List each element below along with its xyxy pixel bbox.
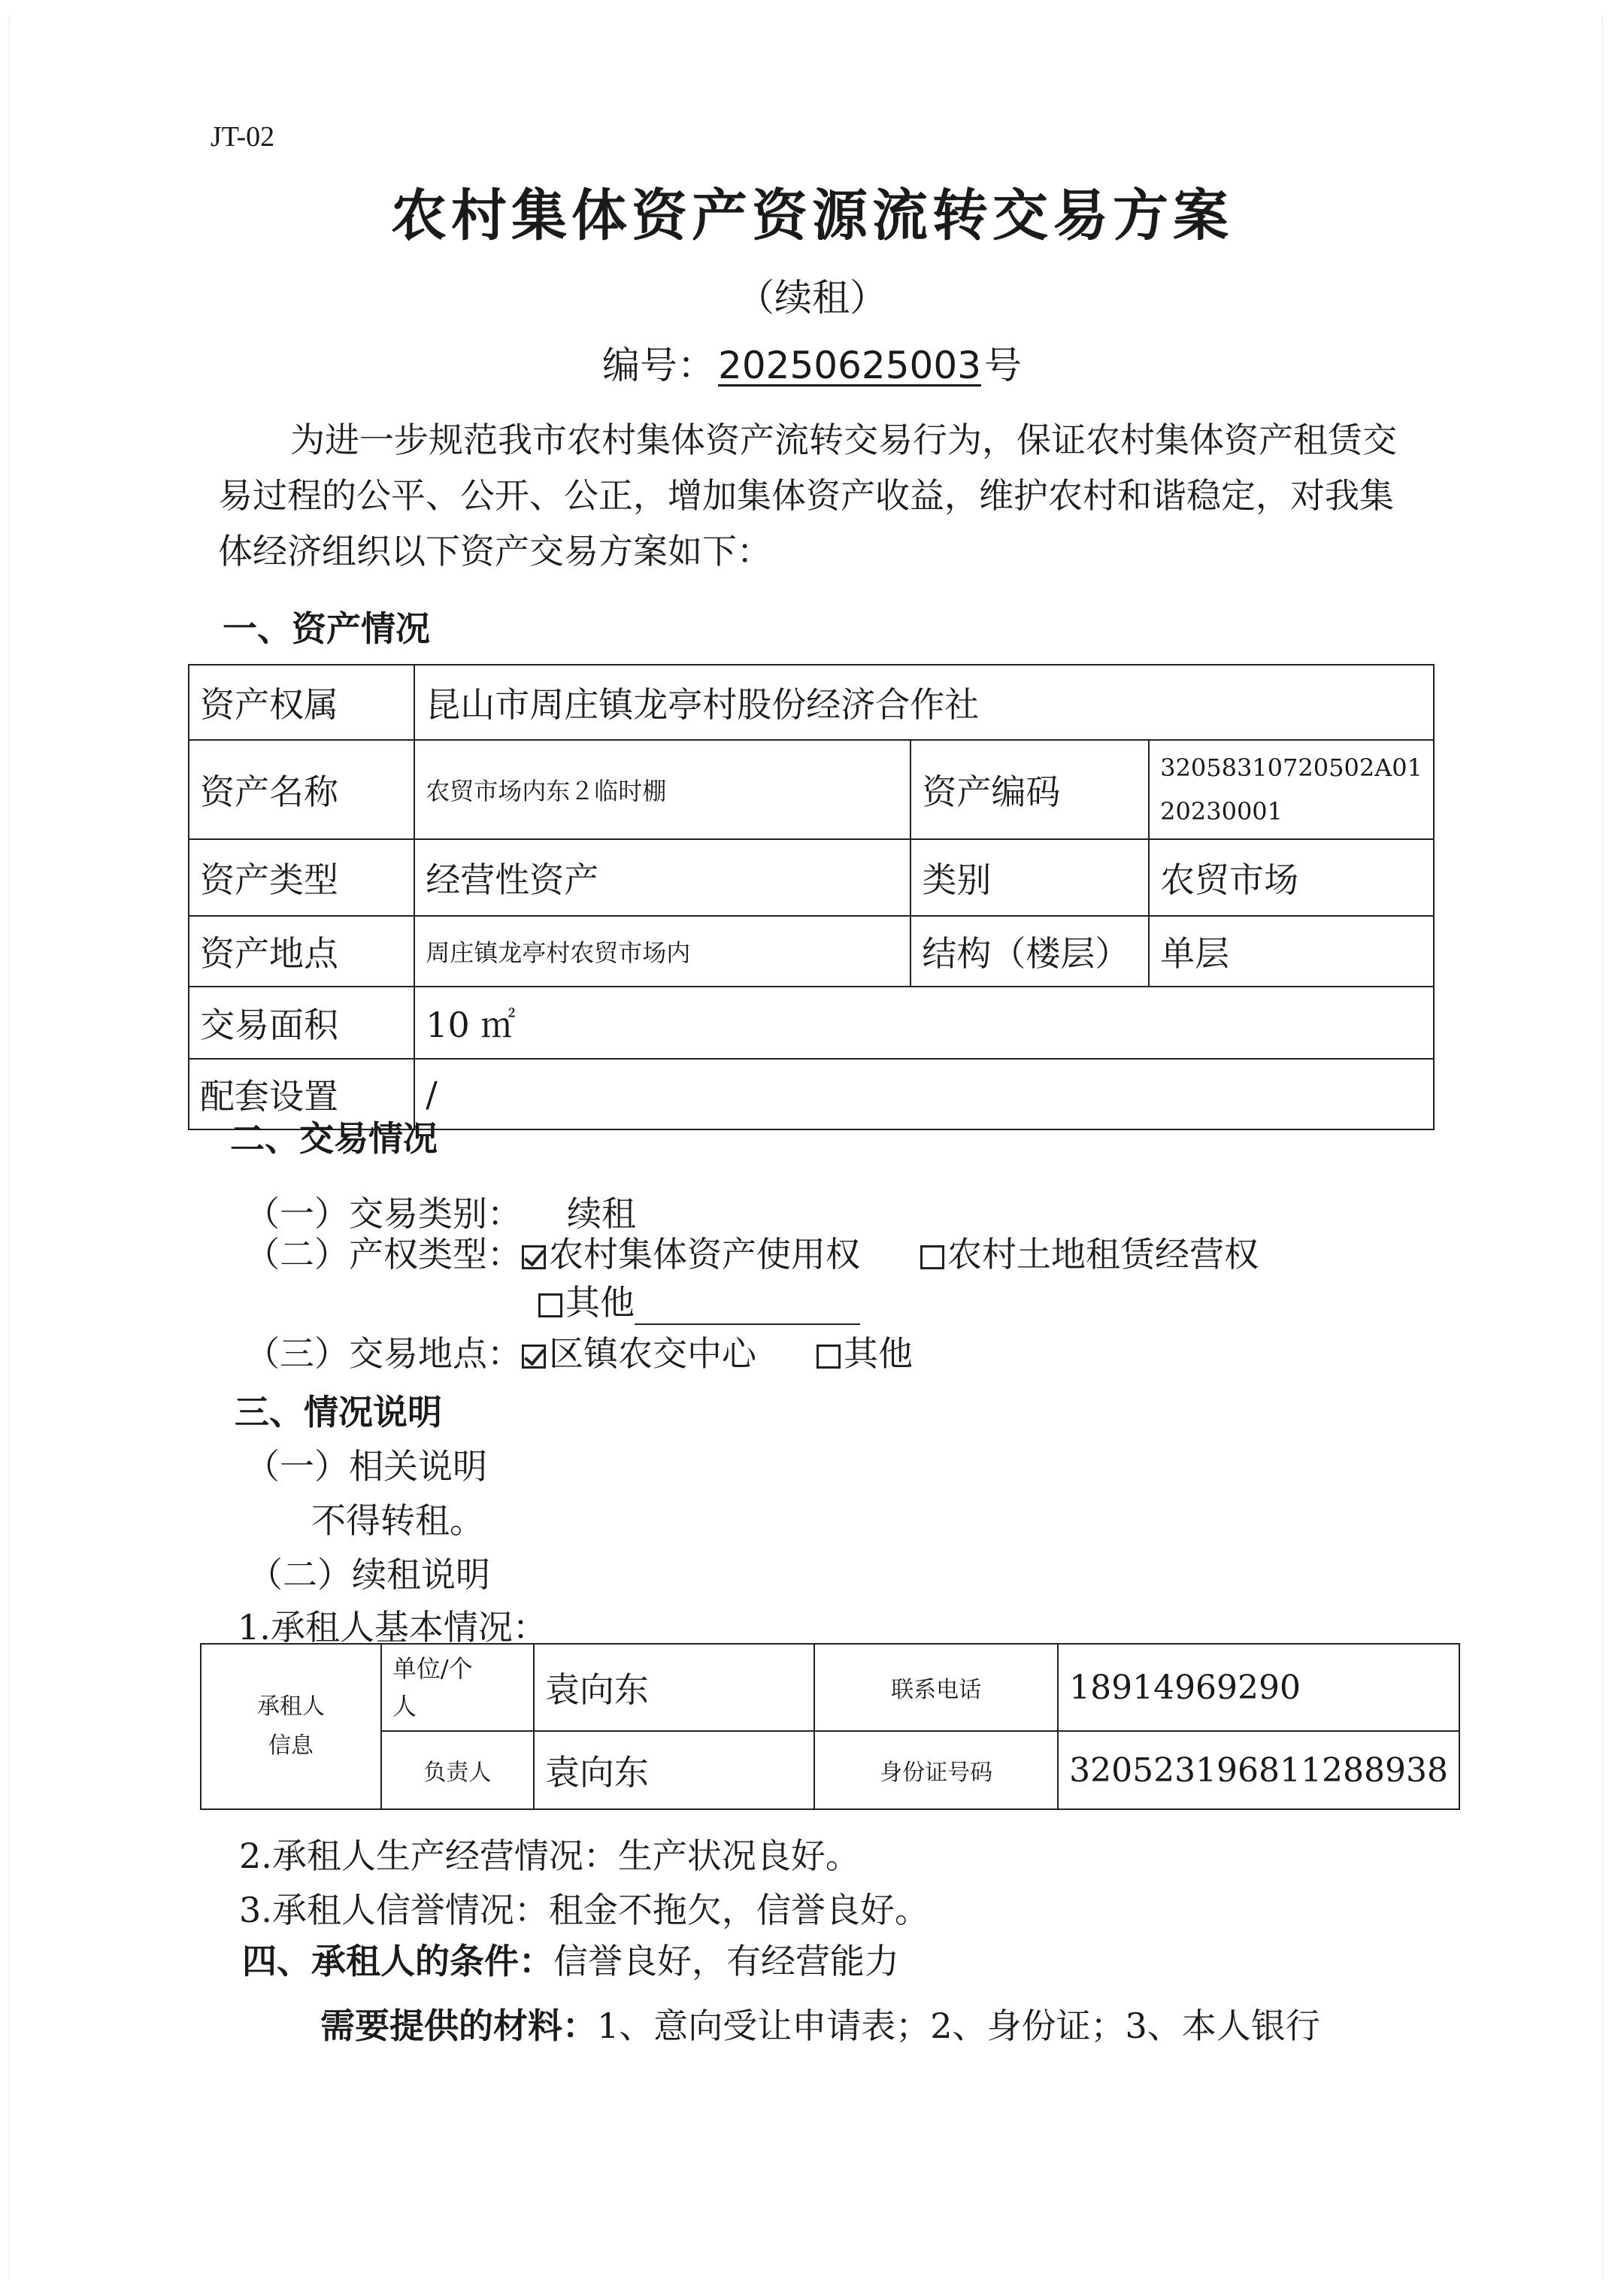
leader-label: 负责人 [381, 1731, 534, 1809]
structure-value: 单层 [1149, 916, 1434, 987]
document-number [0, 335, 1624, 390]
right-opt2-label: 农村土地租赁经营权 [947, 1234, 1259, 1275]
right-opt1-label: 农村集体资产使用权 [549, 1234, 860, 1275]
place-row [245, 1326, 913, 1376]
asset-code-line2: 20230001 [1160, 797, 1283, 826]
materials-row [320, 1999, 1320, 2048]
right-type-label: （二）产权类型： [245, 1234, 522, 1275]
section3-sub2: （二）续租说明 [248, 1554, 490, 1595]
deal-type-label: （一）交易类别： [245, 1193, 522, 1234]
right-opt1-checkbox[interactable] [522, 1245, 546, 1269]
section3-sub1-text: 不得转租。 [311, 1500, 484, 1541]
category-label: 类别 [910, 839, 1149, 916]
section4-text: 信誉良好，有经营能力 [553, 1941, 899, 1981]
right-other-blank[interactable] [635, 1293, 860, 1325]
tenant-item1: 1.承租人基本情况： [238, 1607, 547, 1648]
tenant-item2: 2.承租人生产经营情况：生产状况良好。 [239, 1836, 860, 1876]
category-value: 农贸市场 [1149, 839, 1434, 916]
location-label: 资产地点 [189, 916, 414, 987]
leader-value: 袁向东 [534, 1731, 814, 1809]
place-opt1-checkbox[interactable] [522, 1345, 546, 1369]
unit-label-line1: 单位/个 [392, 1654, 473, 1683]
place-opt1-label: 区镇农交中心 [549, 1333, 756, 1374]
id-label: 身份证号码 [814, 1731, 1058, 1809]
area-label: 交易面积 [189, 987, 414, 1059]
asset-name-label: 资产名称 [189, 740, 414, 839]
right-other-row [538, 1275, 860, 1325]
materials-label: 需要提供的材料： [320, 2005, 597, 2046]
phone-value: 18914969290 [1058, 1644, 1459, 1731]
form-code: JT-02 [211, 121, 275, 153]
section4-heading: 四、承租人的条件： [242, 1941, 553, 1981]
asset-code-label: 资产编码 [910, 740, 1149, 839]
structure-label: 结构（楼层） [910, 916, 1149, 987]
tenant-group-label-line1: 承租人 [256, 1693, 325, 1720]
place-opt2-checkbox[interactable] [817, 1345, 841, 1369]
tenant-table [200, 1643, 1460, 1810]
unit-label-line2: 人 [392, 1692, 417, 1720]
right-opt3-checkbox[interactable] [538, 1293, 562, 1317]
materials-text: 1、意向受让申请表；2、身份证；3、本人银行 [597, 2005, 1320, 2046]
phone-label: 联系电话 [814, 1644, 1058, 1731]
section4-row [242, 1934, 899, 1984]
document-subtitle: （续租） [737, 276, 887, 320]
unit-value: 袁向东 [534, 1644, 814, 1731]
asset-name-value: 农贸市场内东２临时棚 [414, 740, 910, 839]
number-prefix: 编号： [602, 344, 716, 387]
document-title: 农村集体资产资源流转交易方案 [391, 183, 1233, 248]
asset-code-value [1149, 740, 1434, 839]
number-value: 20250625003 [718, 344, 981, 387]
facility-label: 配套设置 [189, 1059, 414, 1129]
intro-paragraph: 为进一步规范我市农村集体资产流转交易行为，保证农村集体资产租赁交易过程的公平、公开、公正，增加集体资产收益，维护农村和谐稳定，对我集体经济组织以下资产交易方案如下： [218, 420, 1397, 571]
facility-value: / [414, 1059, 1434, 1129]
right-type-row [245, 1227, 1259, 1277]
asset-type-value: 经营性资产 [414, 839, 910, 916]
area-value: 10 ㎡ [414, 987, 1434, 1059]
asset-table [188, 664, 1435, 1130]
section3-sub1: （一）相关说明 [245, 1446, 487, 1487]
asset-type-label: 资产类型 [189, 839, 414, 916]
right-opt2-checkbox[interactable] [920, 1245, 944, 1269]
tenant-item3: 3.承租人信誉情况：租金不拖欠，信誉良好。 [239, 1890, 929, 1930]
right-opt3-label: 其他 [565, 1282, 635, 1323]
place-label: （三）交易地点： [245, 1333, 522, 1374]
unit-label [381, 1644, 534, 1731]
section3-heading: 三、情况说明 [235, 1392, 442, 1432]
tenant-group-label-line2: 信息 [268, 1733, 314, 1759]
place-opt2-label: 其他 [844, 1333, 913, 1374]
owner-value: 昆山市周庄镇龙亭村股份经济合作社 [414, 665, 1434, 740]
location-value: 周庄镇龙亭村农贸市场内 [414, 916, 910, 987]
id-value: 320523196811288938 [1058, 1731, 1459, 1809]
owner-label: 资产权属 [189, 665, 414, 740]
deal-type-value: 续租 [567, 1193, 636, 1234]
asset-code-line1: 32058310720502A01 [1160, 753, 1423, 782]
section1-heading: 一、资产情况 [223, 608, 430, 649]
number-suffix: 号 [983, 344, 1022, 387]
section2-heading: 二、交易情况 [230, 1118, 438, 1159]
tenant-group-label [201, 1644, 381, 1809]
